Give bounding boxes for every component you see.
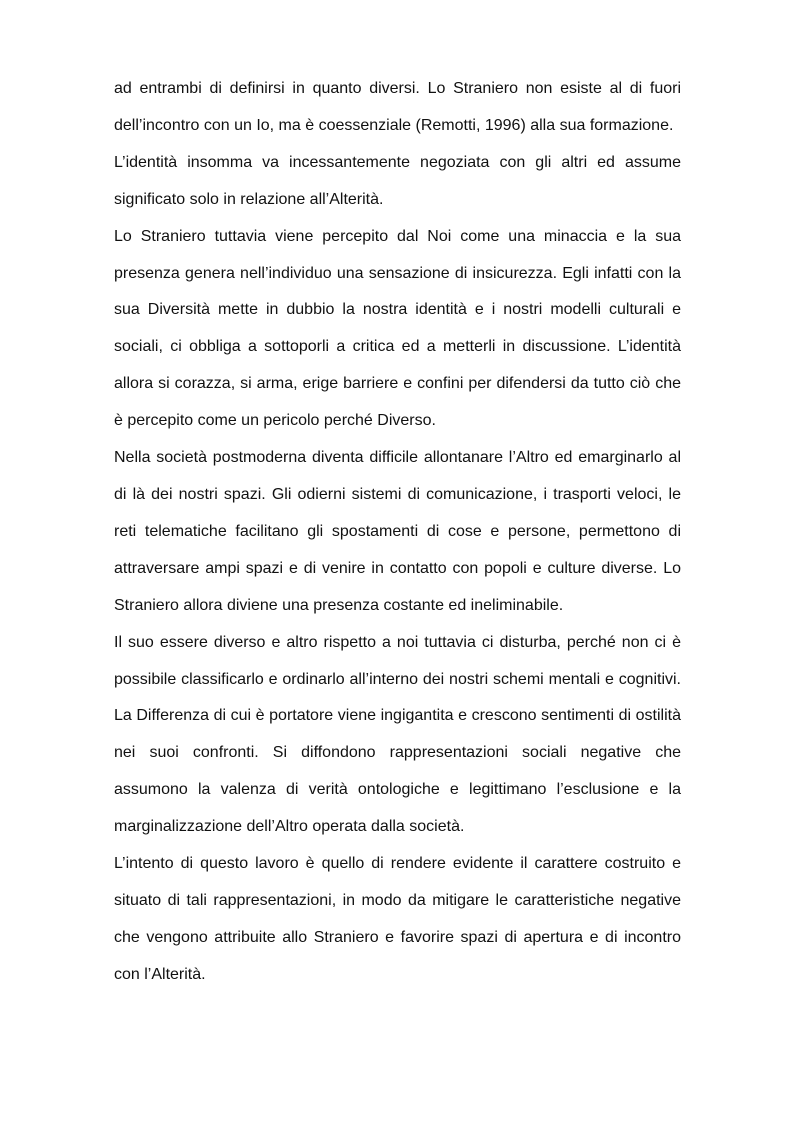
paragraph-3: Lo Straniero tuttavia viene percepito dal Noi come una minaccia e la sua presenza genera nell’individuo una sensazione di insicurezza. Egli infatti con la sua Diversità mette in dubbio la nostra identità e i nostri modelli culturali e sociali, ci obbliga a sottoporli a critica ed a metterli in discussione. L’identità allora si corazza, si arma, erige barriere e confini per difendersi da tutto ciò che è percepito come un pericolo perché Diverso. [114,227,681,430]
paragraph-6: L’intento di questo lavoro è quello di rendere evidente il carattere costruito e situato di tali rappresentazioni, in modo da mitigare le caratteristiche negative che vengono attribuite allo Straniero e favorire spazi di apertura e di incontro con l’Alterità. [114,855,681,983]
paragraph-2: L’identità insomma va incessantemente negoziata con gli altri ed assume significato solo in relazione all’Alterità. [114,153,681,208]
paragraph-1: ad entrambi di definirsi in quanto diversi. Lo Straniero non esiste al di fuori dell’incontro con un Io, ma è coessenziale (Remotti, 1996) alla sua formazione. [114,80,681,134]
body-text [114,71,681,994]
paragraph-5: Il suo essere diverso e altro rispetto a noi tuttavia ci disturba, perché non ci è possibile classificarlo e ordinarlo all’interno dei nostri schemi mentali e cognitivi. La Differenza di cui è portatore viene ingigantita e crescono sentimenti di ostilità nei suoi confronti. Si diffondono rappresentazioni sociali negative che assumono la valenza di verità ontologiche e legittimano l’esclusione e la marginalizzazione dell’Altro operata dalla società. [114,633,681,836]
paragraph-4: Nella società postmoderna diventa difficile allontanare l’Altro ed emarginarlo al di là dei nostri spazi. Gli odierni sistemi di comunicazione, i trasporti veloci, le reti telematiche facilitano gli spostamenti di cose e persone, permettono di attraversare ampi spazi e di venire in contatto con popoli e culture diverse. Lo Straniero allora diviene una presenza costante ed ineliminabile. [114,449,681,614]
